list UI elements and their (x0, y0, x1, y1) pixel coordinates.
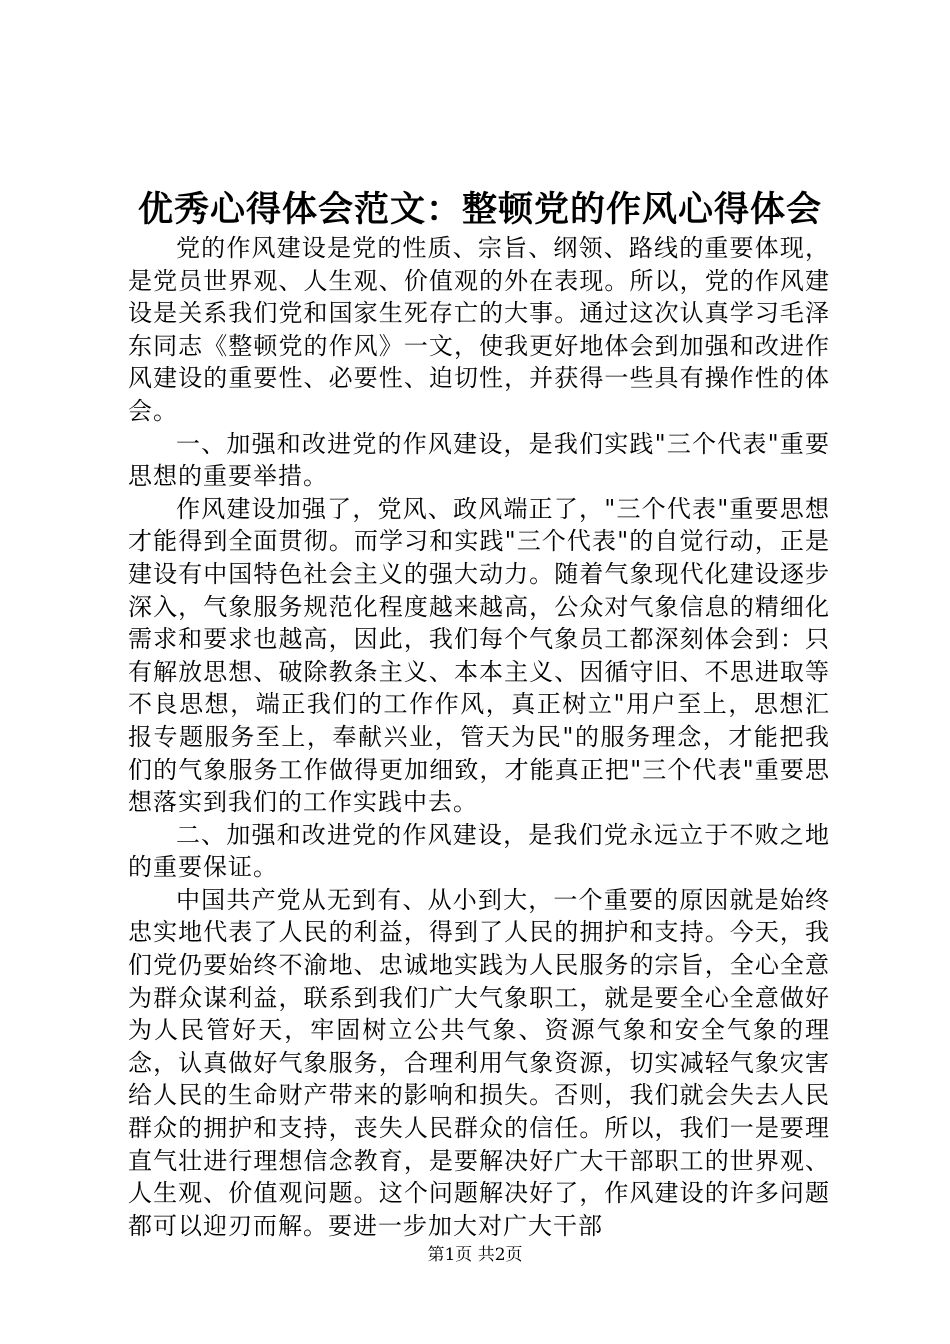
document-body (128, 232, 830, 1242)
paragraph-intro: 党的作风建设是党的性质、宗旨、纲领、路线的重要体现，是党员世界观、人生观、价值观的外在表现。所以，党的作风建设是关系我们党和国家生死存亡的大事。通过这次认真学习毛泽东同志《整顿党的作风》一文，使我更好地体会到加强和改进作风建设的重要性、必要性、迫切性，并获得一些具有操作性的体会。 (128, 234, 830, 425)
page-number-footer: 第1页 共2页 (427, 1245, 523, 1265)
paragraph-section-1: 作风建设加强了，党风、政风端正了，"三个代表"重要思想才能得到全面贯彻。而学习和实践"三个代表"的自觉行动，正是建设有中国特色社会主义的强大动力。随着气象现代化建设逐步深入，气象服务规范化程度越来越高，公众对气象信息的精细化需求和要求也越高，因此，我们每个气象员工都深刻体会到：只有解放思想、破除教条主义、本本主义、因循守旧、不思进取等不良思想，端正我们的工作作风，真正树立"用户至上，思想汇报专题服务至上，奉献兴业，管天为民"的服务理念，才能把我们的气象服务工作做得更加细致，才能真正把"三个代表"重要思想落实到我们的工作实践中去。 (128, 494, 830, 817)
paragraph-heading-1: 一、加强和改进党的作风建设，是我们实践"三个代表"重要思想的重要举措。 (128, 429, 830, 491)
document-title: 优秀心得体会范文：整顿党的作风心得体会 (137, 189, 822, 230)
paragraph-section-2: 中国共产党从无到有、从小到大，一个重要的原因就是始终忠实地代表了人民的利益，得到了人民的拥护和支持。今天，我们党仍要始终不渝地、忠诚地实践为人民服务的宗旨，全心全意为群众谋利益，联系到我们广大气象职工，就是要全心全意做好为人民管好天，牢固树立公共气象、资源气象和安全气象的理念，认真做好气象服务，合理利用气象资源，切实减轻气象灾害给人民的生命财产带来的影响和损失。否则，我们就会失去人民群众的拥护和支持，丧失人民群众的信任。所以，我们一是要理直气壮进行理想信念教育，是要解决好广大干部职工的世界观、人生观、价值观问题。这个问题解决好了，作风建设的许多问题都可以迎刃而解。要进一步加大对广大干部 (128, 885, 830, 1240)
paragraph-heading-2: 二、加强和改进党的作风建设，是我们党永远立于不败之地的重要保证。 (128, 820, 830, 882)
